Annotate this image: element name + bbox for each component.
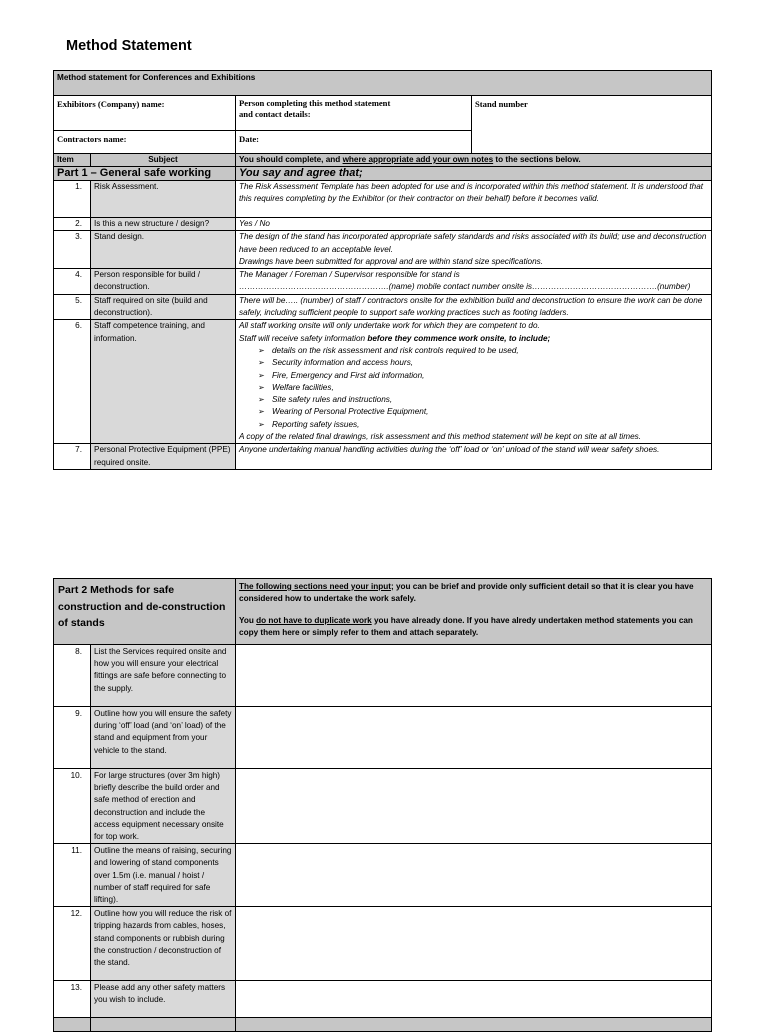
instruction-text-1: You should complete, and <box>239 155 343 164</box>
instruction-text-2: where appropriate add your own notes <box>342 155 494 164</box>
item-question: Outline how you will reduce the risk of tripping hazards from cables, hoses, stand components or rubbish during the construction / deconstruction of the stand. <box>91 907 236 981</box>
item-number: 12. <box>54 907 91 981</box>
staff-count-statement[interactable]: There will be….. (number) of staff / contractors onsite for the exhibition build and deconstruction to ensure the work can be done safely, including sufficient people to support safe working practices such as footing ladders. <box>236 294 712 320</box>
statement-text: All staff working onsite will only undertake work for which they are competent to do. <box>239 321 540 331</box>
column-header-item: Item <box>54 154 91 167</box>
table-footer-cell <box>91 1018 236 1032</box>
item-number: 3. <box>54 231 91 269</box>
column-header-instructions <box>236 154 712 167</box>
exhibitors-name-field[interactable] <box>54 96 236 131</box>
part2-instructions <box>236 579 712 645</box>
stand-number-field[interactable] <box>472 96 712 154</box>
instruction-text: ; you can be brief and provide only sufficient detail so that it is clear you have considered how to undertake the work safely. <box>239 582 694 603</box>
instruction-text: You <box>239 616 257 625</box>
table-footer-cell <box>236 1018 712 1032</box>
form-title: Method statement for Conferences and Exhibitions <box>54 71 712 96</box>
statement-text: A copy of the related final drawings, risk assessment and this method statement will be kept on site at all times. <box>239 432 641 442</box>
statement-text: The Manager / Foreman / Supervisor responsible for stand is <box>239 270 460 280</box>
safety-information-list <box>239 345 708 431</box>
answer-field[interactable] <box>236 769 712 844</box>
instruction-text-underlined: The following sections need your input <box>239 582 391 591</box>
item-question: For large structures (over 3m high) briefly describe the build order and safe method of erection and deconstruction and include the access equipment necessary onsite for top work. <box>91 769 236 844</box>
list-item: ➢ Site safety rules and instructions, <box>258 394 708 406</box>
part2-heading: Part 2 Methods for safe construction and de-construction of stands <box>54 579 236 645</box>
new-structure-answer[interactable]: Yes / No <box>236 218 712 231</box>
answer-field[interactable] <box>236 645 712 707</box>
item-subject: Personal Protective Equipment (PPE) required onsite. <box>91 444 236 470</box>
list-item: ➢ Welfare facilities, <box>258 382 708 394</box>
instruction-text: you have already done. If you have alredy undertaken method statements you can copy them here or simply refer to them and attach separately. <box>239 616 693 637</box>
statement-text-bold: before they commence work onsite, to include; <box>367 333 551 343</box>
item-question: Outline how you will ensure the safety during ‘off’ load (and ‘on’ load) of the stand and equipment from your vehicle to the stand. <box>91 707 236 769</box>
item-number: 6. <box>54 320 91 444</box>
part1-heading: Part 1 – General safe working <box>54 167 236 181</box>
contractors-name-field[interactable] <box>54 131 236 154</box>
part1-agreement-heading: You say and agree that; <box>236 167 712 181</box>
item-number: 4. <box>54 269 91 295</box>
list-item: ➢ details on the risk assessment and risk controls required to be used, <box>258 345 708 357</box>
item-number: 13. <box>54 981 91 1018</box>
column-header-subject: Subject <box>91 154 236 167</box>
person-completing-field[interactable] <box>236 96 472 131</box>
item-subject: Stand design. <box>91 231 236 269</box>
arrow-bullet-icon: ➢ <box>258 370 265 380</box>
contractors-name-label: Contractors name: <box>57 134 127 144</box>
list-item: ➢ Security information and access hours, <box>258 357 708 369</box>
item-number: 5. <box>54 294 91 320</box>
responsible-person-statement[interactable] <box>236 269 712 295</box>
item-statement: Anyone undertaking manual handling activities during the ‘off’ load or ‘on’ unload of the stand will wear safety shoes. <box>236 444 712 470</box>
method-statement-part2-table <box>53 578 712 1032</box>
item-number: 2. <box>54 218 91 231</box>
item-question: List the Services required onsite and how you will ensure your electrical fittings are safe before connecting to the supply. <box>91 645 236 707</box>
instruction-text-3: to the sections below. <box>493 155 581 164</box>
item-number: 8. <box>54 645 91 707</box>
item-subject: Is this a new structure / design? <box>91 218 236 231</box>
item-statement: The Risk Assessment Template has been adopted for use and is incorporated within this method statement. It is understood that this requires completing by the Exhibitor (or their contractor on their behalf) before it becomes valid. <box>236 181 712 218</box>
item-statement <box>236 320 712 444</box>
date-label: Date: <box>239 134 260 144</box>
answer-field[interactable] <box>236 907 712 981</box>
statement-text: Drawings have been submitted for approval and are within stand size specifications. <box>239 256 544 266</box>
arrow-bullet-icon: ➢ <box>258 407 265 417</box>
method-statement-part1-table <box>53 70 712 470</box>
arrow-bullet-icon: ➢ <box>258 395 265 405</box>
list-item: ➢ Reporting safety issues, <box>258 419 708 431</box>
instruction-text-underlined: do not have to duplicate work <box>256 616 372 625</box>
list-item: ➢ Fire, Emergency and First aid information, <box>258 370 708 382</box>
list-item: ➢ Wearing of Personal Protective Equipment, <box>258 406 708 418</box>
page-title: Method Statement <box>66 38 192 54</box>
item-subject: Staff competence training, and information. <box>91 320 236 444</box>
person-completing-label-1: Person completing this method statement <box>239 98 391 108</box>
answer-field[interactable] <box>236 707 712 769</box>
item-number: 9. <box>54 707 91 769</box>
answer-field[interactable] <box>236 981 712 1018</box>
answer-field[interactable] <box>236 844 712 907</box>
item-subject: Risk Assessment. <box>91 181 236 218</box>
date-field[interactable] <box>236 131 472 154</box>
item-question: Outline the means of raising, securing and lowering of stand components over 1.5m (i.e. manual / hoist / number of staff required for safe lifting). <box>91 844 236 907</box>
arrow-bullet-icon: ➢ <box>258 382 265 392</box>
person-completing-label-2: and contact details: <box>239 108 311 119</box>
exhibitors-name-label: Exhibitors (Company) name: <box>57 99 165 109</box>
name-number-blanks[interactable]: ……………………………………………….(name) mobile contact number onsite is……………………………………….(number) <box>239 282 691 292</box>
arrow-bullet-icon: ➢ <box>258 345 265 355</box>
table-footer-cell <box>54 1018 91 1032</box>
item-number: 10. <box>54 769 91 844</box>
item-subject: Staff required on site (build and deconstruction). <box>91 294 236 320</box>
item-number: 7. <box>54 444 91 470</box>
item-statement <box>236 231 712 269</box>
statement-text: Staff will receive safety information <box>239 333 368 343</box>
item-number: 11. <box>54 844 91 907</box>
item-question: Please add any other safety matters you wish to include. <box>91 981 236 1018</box>
statement-text: The design of the stand has incorporated appropriate safety standards and risks associated with its build; use and deconstruction have been reduced to an acceptable level. <box>239 232 707 254</box>
stand-number-label: Stand number <box>475 99 528 109</box>
item-subject: Person responsible for build / deconstruction. <box>91 269 236 295</box>
arrow-bullet-icon: ➢ <box>258 358 265 368</box>
arrow-bullet-icon: ➢ <box>258 419 265 429</box>
item-number: 1. <box>54 181 91 218</box>
